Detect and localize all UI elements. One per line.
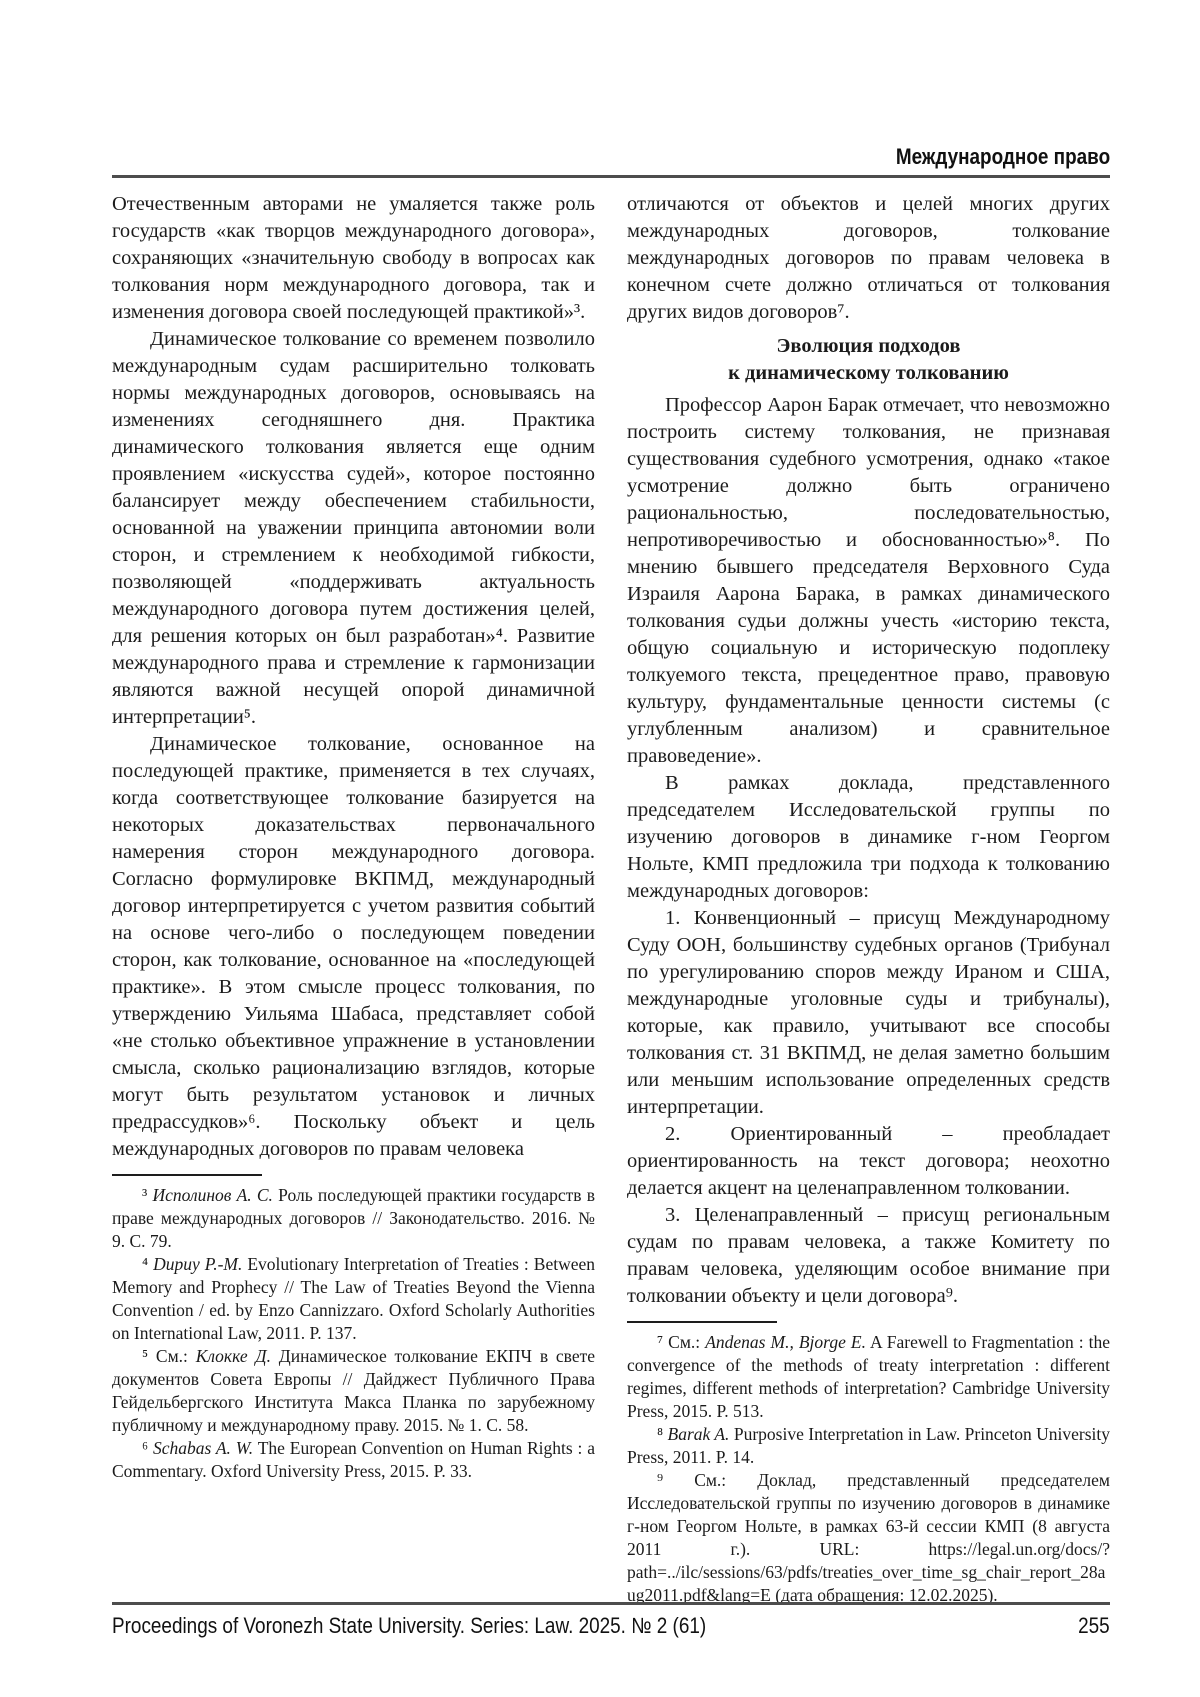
- paragraph: отличаются от объектов и целей многих других международных договоров, толкование международных договоров по правам человека в конечном счете должно отличаться от толкования других видов договоров⁷.: [627, 193, 1110, 323]
- page-number: 255: [1078, 1613, 1110, 1638]
- footnote-text: Доклад, представленный председателем Исследовательской группы по изучению договоров в динамике г-ном Георгом Нольте, в рамках 63-й сессии КМП (8 августа 2011 г.). URL: https://legal.un.org/docs/?path=../ilc/sessions/63/pdfs/treaties_over_time_sg_chair_report_28aug2011.pdf&lang=E (дата обращения: 12.02.2025).: [627, 1470, 1110, 1605]
- paragraph: Динамическое толкование со временем позволило международным судам расширительно толковать нормы международных договоров, основываясь на изменениях сегодняшнего дня. Практика динамического толкования является еще одним проявлением «искусства судей», которое постоянно балансирует между обеспечением стабильности, основанной на уважении принципа автономии воли сторон, и стремлением к необходимой гибкости, позволяющей «поддерживать актуальность международного договора путем достижения целей, для решения которых он был разработан»⁴. Развитие международного права и стремление к гармонизации являются важной несущей опорой динамичной интерпретации⁵.: [112, 328, 595, 728]
- paragraph: 2. Ориентированный – преобладает ориентированность на текст договора; неохотно делается акцент на целенаправленном толковании.: [627, 1123, 1110, 1199]
- footnote-marker: ⁵: [142, 1346, 149, 1366]
- footnote-text: Роль последующей практики государств в праве международных договоров // Законодательство. 2016. № 9. С. 79.: [112, 1185, 596, 1251]
- footnote-text: Динамическое толкование ЕКПЧ в свете документов Совета Европы // Дайджест Публичного Права Гейдельбергского Института Макса Планка по зарубежному публичному и международному праву. 2015. № 1. С. 58.: [112, 1346, 596, 1435]
- footnote-text: The European Convention on Human Rights : a Commentary. Oxford University Press, 2015. P. 33.: [112, 1438, 595, 1481]
- footnote-author: Schabas A. W.: [152, 1438, 254, 1458]
- footnote-7: [627, 1331, 1110, 1423]
- paragraph: Профессор Аарон Барак отмечает, что невозможно построить систему толкования, не признавая существования судебного усмотрения, однако «такое усмотрение должно быть ограничено рациональностью, последовательностью, непротиворечивостью и обоснованностью»⁸. По мнению бывшего председателя Верховного Суда Израиля Аарона Барака, в рамках динамического толкования судьи должны учесть «историю текста, общую социальную и историческую подоплеку толкуемого текста, прецедентное право, правовую культуру, фундаментальные ценности системы (с углубленным анализом) и сравнительное правоведение».: [627, 394, 1110, 767]
- footnote-divider: [627, 1321, 777, 1323]
- header-divider: [112, 175, 1110, 178]
- footnote-9: [627, 1469, 1110, 1607]
- footnote-marker: ⁹: [657, 1470, 664, 1490]
- paragraph: 3. Целенаправленный – присущ региональным судам по правам человека, а также Комитету по правам человека, уделяющим особое внимание при толковании объекту и цели договора⁹.: [627, 1204, 1110, 1307]
- page-footer: [112, 1602, 1110, 1639]
- footnote-text: Evolutionary Interpretation of Treaties : Between Memory and Prophecy // The Law of Treaties Beyond the Vienna Convention / ed. by Enzo Cannizzaro. Oxford Scholarly Authorities on International Law, 2011. P. 137.: [112, 1254, 596, 1343]
- journal-citation: Proceedings of Voronezh State University. Series: Law. 2025. № 2 (61): [112, 1613, 707, 1638]
- footnote-4: [112, 1253, 595, 1345]
- footnote-6: [112, 1437, 595, 1483]
- paragraph: 1. Конвенционный – присущ Международному Суду ООН, большинству судебных органов (Трибунал по урегулированию споров между Ираном и США, международные уголовные суды и трибуналы), которые, как правило, учитывают все способы толкования ст. 31 ВКПМД, не делая заметно большим или меньшим использование определенных средств интерпретации.: [627, 907, 1110, 1118]
- footnote-divider: [112, 1174, 262, 1176]
- section-heading: [627, 333, 1110, 387]
- footnote-3: [112, 1184, 595, 1253]
- footnote-author: Andenas M., Bjorge E.: [705, 1332, 866, 1352]
- footnote-marker: ⁶: [142, 1438, 149, 1458]
- footnote-marker: ⁷: [657, 1332, 664, 1352]
- paragraph: Отечественным авторами не умаляется также роль государств «как творцов международного договора», сохраняющих «значительную свободу в вопросах как толкования норм международного договора, так и изменения договора своей последующей практикой»³.: [112, 193, 595, 323]
- footnote-8: [627, 1423, 1110, 1469]
- text-columns: [112, 191, 1110, 1607]
- page-content: [112, 144, 1110, 1607]
- footnote-text: Purposive Interpretation in Law. Princeton University Press, 2011. P. 14.: [627, 1424, 1110, 1467]
- footnote-author: Dupuy P.-M.: [153, 1254, 243, 1274]
- footnote-author: Клокке Д.: [195, 1346, 271, 1366]
- footnote-marker: ⁴: [142, 1254, 149, 1274]
- footnote-text: A Farewell to Fragmentation : the convergence of the methods of treaty interpretation : different regimes, different methods of interpretation? Cambridge University Press, 2015. P. 513.: [627, 1332, 1111, 1421]
- footnote-author: Barak A.: [667, 1424, 730, 1444]
- footnote-author: Исполинов А. С.: [152, 1185, 273, 1205]
- footnote-prefix: См.:: [668, 1332, 701, 1352]
- left-column: [112, 191, 595, 1607]
- footer-row: [112, 1613, 1110, 1639]
- footnote-marker: ⁸: [657, 1424, 664, 1444]
- footnote-marker: ³: [142, 1185, 148, 1205]
- footnote-prefix: См.:: [694, 1470, 727, 1490]
- footnote-prefix: См.:: [155, 1346, 188, 1366]
- footnote-5: [112, 1345, 595, 1437]
- footer-divider: [112, 1602, 1110, 1605]
- paragraph: В рамках доклада, представленного председателем Исследовательской группы по изучению договоров в динамике г-ном Георгом Нольте, КМП предложила три подхода к толкованию международных договоров:: [627, 772, 1110, 902]
- running-header: [112, 144, 1110, 175]
- heading-line: к динамическому толкованию: [728, 362, 1009, 384]
- heading-line: Эволюция подходов: [776, 335, 961, 357]
- right-column: [627, 191, 1110, 1607]
- paragraph: Динамическое толкование, основанное на последующей практике, применяется в тех случаях, когда соответствующее толкование базируется на некоторых доказательствах первоначального намерения сторон международного договора. Согласно формулировке ВКПМД, международный договор интерпретируется с учетом развития событий на основе чего-либо о последующем поведении сторон, как толкование, основанное на «последующей практике». В этом смысле процесс толкования, по утверждению Уильяма Шабаса, представляет собой «не столько объективное упражнение в установлении смысла, сколько рационализацию взглядов, которые могут быть результатом установок и личных предрассудков»⁶. Поскольку объект и цель международных договоров по правам человека: [112, 733, 595, 1160]
- section-title: Международное право: [895, 144, 1110, 169]
